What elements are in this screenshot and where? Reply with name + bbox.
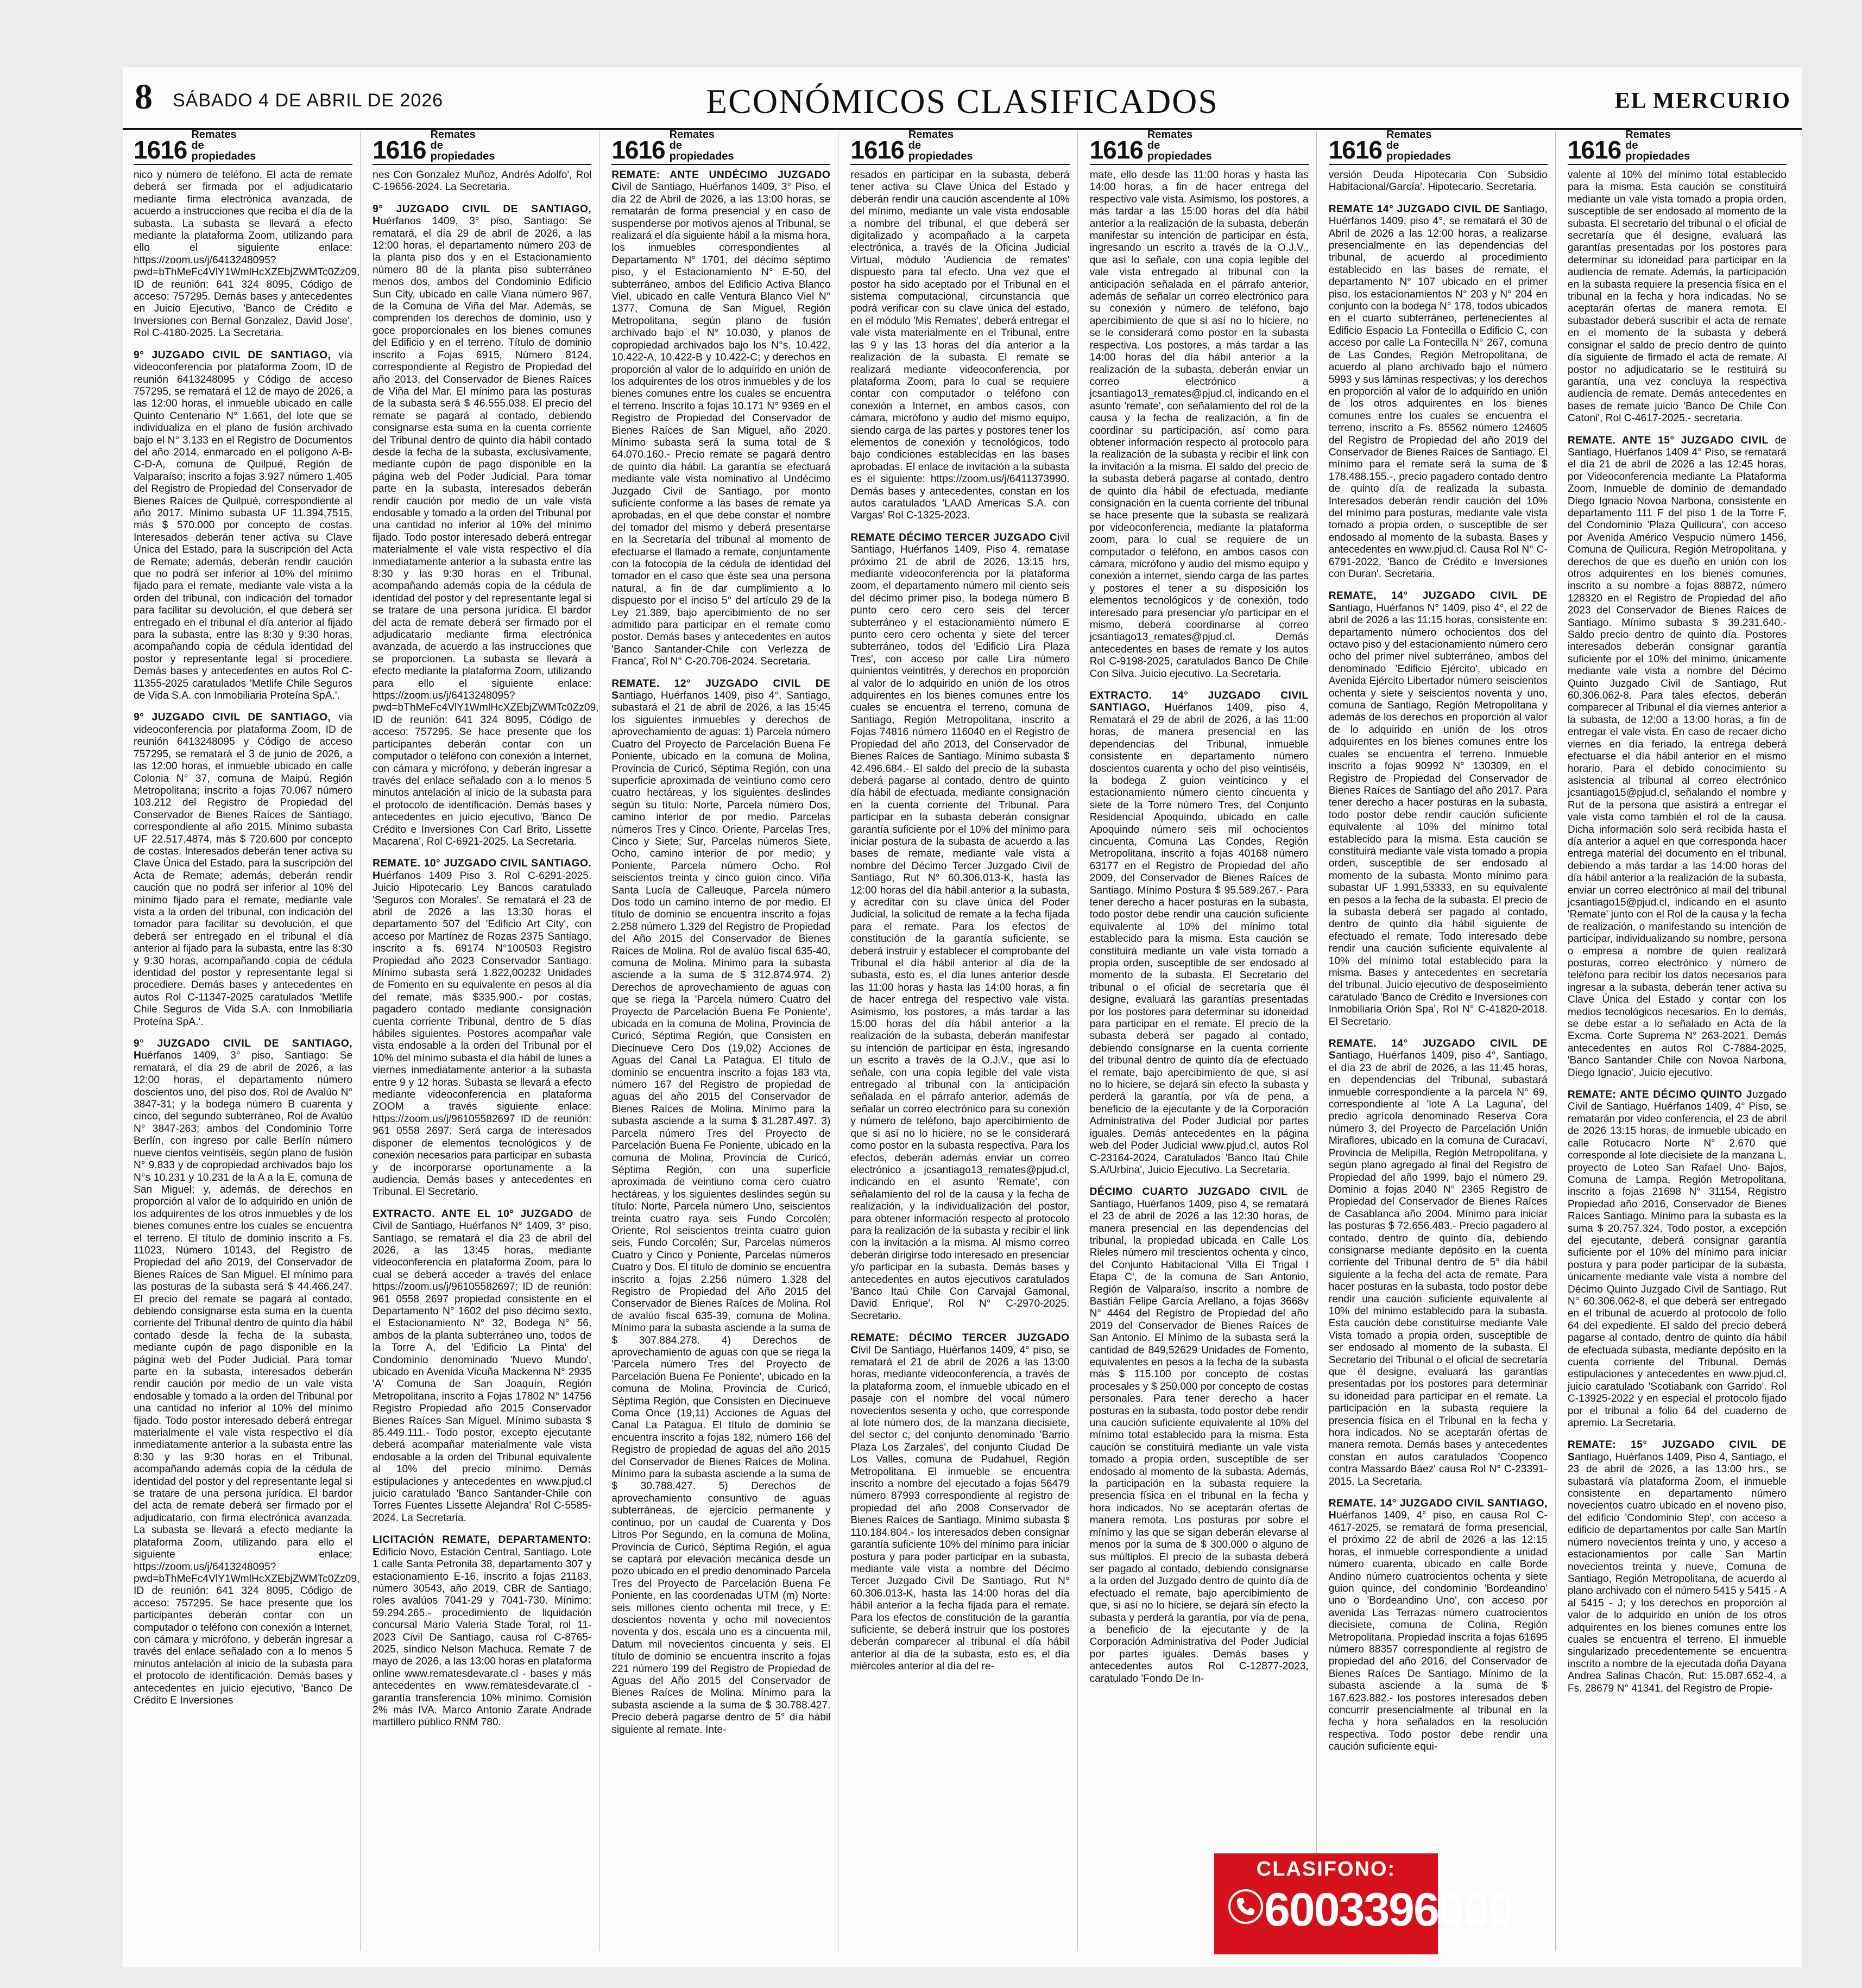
- classified-notice: REMATE. ANTE 15° JUZGADO CIVIL de Santiago, Huérfanos 1409 4° Piso, se rematará el día 21 de abril de 2026 a las 12:45 horas, por Videoconferencia mediante La Plataforma Zoom, Inmueble de dominio de demandado Diego Ignacio Novoa Narbona, consistente en departamento 111 F del piso 1 de la Torre F, del Condominio 'Plaza Quilicura', con acceso por Avenida Américo Vespucio número 1456, Comuna de Quilicura, Región Metropolitana, y derechos de que es dueño en unión con los otros adquirentes en los bienes comunes, inscrito a su nombre a fojas 88872, número 128320 en el Registro de Propiedad del año 2023 del Conservador de Bienes Raíces de Santiago. Mínimo subasta $ 39.231.640.- Saldo precio dentro de quinto día. Postores interesados deberán consignar garantía suficiente por el 10% del mínimo, únicamente mediante vale vista a nombre del Décimo Quinto Juzgado Civil de Santiago, Rut 60.306.062-8. Para tales efectos, deberán comparecer al Tribunal el día viernes anterior a la subasta, de 12:00 a 13:00 horas, a fin de entregar el vale vista. En caso de recaer dicho viernes en día feriado, la entrega deberá efectuarse el día hábil anterior en el mismo horario. Para el debido conocimiento su asistencia al tribunal al correo electrónico jcsantiago15@pjud.cl, señalando el nombre y Rut de la persona que asistirá a entregar el vale vista como también el rol de la causa. Dicha información solo será recibida hasta el día anterior a aquel en que corresponda hacer entrega material del documento en el tribunal, debiendo a más tardar a las 14:00 horas del día hábil anterior a la realización de la subasta, enviar un correo electrónico al mail del tribunal jcsantiago15@pjud.cl, indicando en el asunto 'Remate' junto con el Rol de la causa y la fecha de realización, o manifestando su intención de participar, individualizando su nombre, persona o empresa a nombre de quien realizará posturas, correo electrónico y número de teléfono para recibir los datos necesarios para ingresar a la subasta, deberán tener activa su Clave Única del Estado y contar con los medios tecnológicos necesarios. En lo demás, se debe estar a lo señalado en Acta de la Excma. Corte Suprema N° 263-2021. Demás antecedentes en autos Rol C-7884-2025, 'Banco Santander Chile con Novoa Narbona, Diego Ignacio', Juicio ejecutivo.: [1567, 434, 1787, 1079]
- classified-notice: REMATE: DÉCIMO TERCER JUZGADO Civil De Santiago, Huérfanos 1409, 4° piso, se rematará el 21 de abril de 2026 a las 13:00 horas, mediante videoconferencia, a través de la plataforma zoom, el inmueble ubicado en el pasaje con el nombre del vocal número novecientos sesenta y ocho, que corresponde al lote número dos, de la manzana diecisiete, del sector c, del conjunto denominado 'Barrio Plaza Los Zarzales', del conjunto Ciudad De Los Valles, comuna de Pudahuel, Región Metropolitana. El inmueble se encuentra inscrito a nombre del ejecutado a fojas 56479 número 87993 correspondiente al registro de propiedad del año 2008 Conservador de Bienes Raíces de Santiago. Mínimo subasta $ 110.184.804.- los interesados deben consignar garantía suficiente 10% del mínimo para iniciar postura y para poder participar en la subasta, mediante vale vista a nombre del Décimo Tercer Juzgado Civil De Santiago, Rut N° 60.306.013-K, hasta las 14:00 horas del día hábil anterior a la fecha fijada para el remate. Para los efectos de constitución de la garantía suficiente, se deberá instruir que los postores deberán comparecer al tribunal el día hábil anterior al día de la subasta, esto es, el día miércoles anterior al día del re-: [850, 1332, 1070, 1673]
- classified-column: [1090, 131, 1317, 1951]
- section-code: 1616: [373, 136, 426, 164]
- classified-columns: [134, 131, 1794, 1951]
- classified-column: [1568, 131, 1794, 1951]
- classified-notice: REMATE. 10° JUZGADO CIVIL SANTIAGO. Huérfanos 1409 Piso 3. Rol C-6291-2025. Juicio Hipotecario Ley Bancos caratulado 'Seguros con Morales'. Se rematará el 23 de abril de 2026 a las 13:30 horas el departamento 507 del 'Edificio Art City', con acceso por Martínez de Rozas 2375 Santiago, inscrito a fs. 69174 N°100503 Registro Propiedad año 2023 Conservador Santiago. Mínimo subasta será 1.822,00232 Unidades de Fomento en su equivalente en pesos al día del remate, más $335.900.- por costas, pagadero contado mediante consignación cuenta corriente Tribunal, dentro de 5 días hábiles siguientes. Postores acompañar vale vista endosable a la orden del Tribunal por el 10% del mínimo subasta el día hábil de lunes a viernes inmediatamente anterior a la subasta entre 9 y 12 horas. Subasta se llevará a efecto mediante videoconferencia en plataforma ZOOM a través siguiente enlace: https://zoom.us/j/96105582697 ID de reunión: 961 0558 2697. Será carga de interesados disponer de elementos tecnológicos y de conexión necesarios para participar en subasta y de incorporarse oportunamente a la audiencia. Demás bases y antecedentes en Tribunal. El Secretario.: [373, 858, 592, 1198]
- column-body: [373, 169, 599, 1729]
- section-code: 1616: [1567, 136, 1621, 164]
- classified-notice: REMATE DÉCIMO TERCER JUZGADO Civil Santiago, Huérfanos 1409, Piso 4, rematase próximo 21 de abril de 2026, 13:15 hrs, mediante videoconferencia por la plataforma zoom, el departamento número mil ciento seis del décimo primer piso, la bodega número B punto cero cero cero seis del tercer subterráneo y el estacionamiento número E punto cero cero ochenta y siete del tercer subterráneo, todos del 'Edificio Lira Plaza Tres', con acceso por calle Lira número quinientos veintitrés, y derechos en proporción al valor de lo adquirido en unión de los otros adquirentes en los bienes comunes entre los cuales se encuentra el terreno, comuna de Santiago, Región Metropolitana, inscrito a Fojas 74816 número 116040 en el Registro de Propiedad del año 2013, del Conservador de Bienes Raíces de Santiago. Mínimo subasta $ 42.496.684.- El saldo del precio de la subasta deberá pagarse al contado, dentro de quinto día hábil de efectuada, mediante consignación en la cuenta corriente del Tribunal. Para participar en la subasta deberán consignar garantía suficiente por el 10% del mínimo para iniciar postura de la subasta de acuerdo a las bases de remate, mediante vale vista a nombre del Décimo Tercer Juzgado Civil de Santiago, Rut N° 60.306.013-K, hasta las 12:00 horas del día hábil anterior a la subasta, y acreditar con su clave única del Poder Judicial, la solicitud de remate a la fecha fijada para el remate. Para los efectos de constitución de la garantía suficiente, se deberá instruir y establecer el comprobante del Tribunal el día hábil anterior al día de la subasta, esto es, el día lunes anterior desde las 11:00 horas y hasta las 14:00 horas, a fin de hacer entrega del respectivo vale vista. Asimismo, los postores, a más tardar a las 15:00 horas del día hábil anterior a la realización de la subasta, deberán manifestar su intención de participar en ésta, ingresando un escrito a través de la O.J.V., que así lo señale, con una copia legible del vale vista entregado al tribunal con la anticipación señalada en el párrafo anterior, además de señalar un correo electrónico para su conexión y número de teléfono, bajo apercibimiento de que si así no lo hiciere, no se le considerará como postor en la subasta respectiva. Para los efectos, deberán además enviar un correo electrónico a jcsantiago13_remates@pjud.cl, indicando en el asunto 'Remate', con señalamiento del rol de la causa y la fecha de realización, y la individualización del postor, para obtener información respecto al protocolo para la realización de la subasta y recibir el link con la invitación a la misma. Al mismo correo deberán dirigirse todo interesado en presenciar y/o participar en la subasta. Demás bases y antecedentes en autos ejecutivos caratulados 'Banco Itaú Chile Con Carvajal Gamonal, David Enrique', Rol N° C-2970-2025. Secretario.: [850, 531, 1070, 1322]
- classified-column: [134, 131, 361, 1951]
- section-label: Remates de propiedades: [669, 129, 734, 162]
- classified-notice: valente al 10% del mínimo total establecido para la misma. Esta caución se constituirá mediante un vale vista tomado a propia orden, susceptible de ser endosado al momento de la subasta. El secretario del tribunal o el oficial de secretaría que él designe, evaluará las garantías presentadas por los postores para determinar su idoneidad para participar en la audiencia de remate. Además, la participación en la subasta requiere la presencia física en el tribunal en la fecha y hora indicadas. No se aceptarán ofertas de manera remota. El subastador deberá suscribir el acta de remate en el momento de la subasta y deberá consignar el saldo de precio dentro de quinto día siguiente de firmado el acta de remate. Al postor no adjudicatario se le restituirá su garantía, una vez concluya la respectiva audiencia de remate. Demás antecedentes en bases de remate juicio 'Banco De Chile Con Catoni', Rol C-4617-2025.- secretaria.: [1567, 169, 1787, 425]
- masthead-rule: [123, 128, 1802, 130]
- column-body: [1090, 169, 1309, 1685]
- classified-notice: REMATE. 12° JUZGADO CIVIL DE Santiago, Huérfanos 1409, piso 4°, Santiago, subastará el 21 de abril de 2026, a las 15:45 los siguientes inmuebles y derechos de aprovechamiento de aguas: 1) Parcela número Cuatro del Proyecto de Parcelación Buena Fe Poniente, ubicado en la comuna de Molina, Provincia de Curicó, Séptima Región, con una superficie aproximada de veintiuno como cero cuatro hectáreas, y los siguientes deslindes según su título: Norte, Parcela número Dos, camino interior de por medio. Parcelas números Tres y Cinco. Oriente, Parcelas Tres, Cinco y Siete; Sur, Parcelas números Siete, Ocho, camino interior de por medio; y Poniente, Parcela número Ocho. Rol seiscientos treinta y cinco guion cinco. Viña Santa Lucía de Calleuque, Parcela número Dos todo un camino interno de por medio. El título de dominio se encuentra inscrito a fojas 2.258 número 1.329 del Registro de Propiedad del Año 2015 del Conservador de Bienes Raíces de Molina. Rol de avalúo fiscal 635-40, comuna de Molina. Mínimo para la subasta asciende a la suma de $ 312.874.974. 2) Derechos de aprovechamiento de aguas con que se riega la 'Parcela número Cuatro del Proyecto de Parcelación Buena Fe Poniente', ubicada en la comuna de Molina, Provincia de Curicó, Séptima Región, que Consisten en Diecinueve Cero Dos (19,02) Acciones de Aguas del Canal La Patagua. El título de dominio se encuentra inscrito a fojas 183 vta, número 167 del Registro de propiedad de aguas del año 2015 del Conservador de Bienes Raíces de Molina. Mínimo para la subasta asciende a la suma $ 31.287.497. 3) Parcela número Tres del Proyecto de Parcelación Buena Fe Poniente, ubicado en la comuna de Molina, Provincia de Curicó, Séptima Región, con una superficie aproximada de veintiuno coma cero cuatro hectáreas, y los siguientes deslindes según su título: Norte, Parcela número Uno, seiscientos treinta cuatro raya seis Fundo Corcolén; Oriente, Rol seiscientos treinta cuatro guion seis, Fundo Corcolén; Sur, Parcelas números Cuatro y Cinco y Poniente, Parcelas números Cuatro y Dos. El título de dominio se encuentra inscrito a fojas 2.256 número 1.328 del Registro de Propiedad del Año 2015 del Conservador de Bienes Raíces de Molina. Rol de avalúo fiscal 635-39, comuna de Molina. Mínimo para la subasta asciende a la suma de $ 307.884.278. 4) Derechos de aprovechamiento de aguas con que se riega la 'Parcela número Tres del Proyecto de Parcelación Buena Fe Poniente', ubicado en la comuna de Molina, Provincia de Curicó, Séptima Región, que Consisten en Diecinueve Coma Once (19,11) Acciones de Aguas del Canal La Patagua. El título de dominio se encuentra inscrito a fojas 182, número 166 del Registro de propiedad de aguas del año 2015 del Conservador de Bienes Raíces de Molina. Mínimo para la subasta asciende a la suma de $ 30.788.427. 5) Derechos de aprovechamiento consuntivo de aguas subterráneas, de ejercicio permanente y continuo, por un caudal de Cuarenta y Dos Litros Por Segundo, en la comuna de Molina, Provincia de Curicó, Séptima Región, el agua se captará por elevación mecánica desde un pozo ubicado en el predio denominado Parcela Tres del Proyecto de Parcelación Buena Fe Poniente, en las coordenadas UTM (m) Norte: seis millones ciento ochenta mil trece, y E: doscientos noventa y ocho mil novecientos noventa y dos, escala uno es a cincuenta mil, Datum mil novecientos cincuenta y seis. El título de dominio se encuentra inscrito a fojas 221 número 199 del Registro de Propiedad de Aguas del Año 2015 del Conservador de Bienes Raíces de Molina. Mínimo para la subasta asciende a la suma de $ 30.788.427. Precio deberá pagarse dentro de 5° día hábil siguiente al remate. Inte-: [611, 678, 831, 1736]
- column-section-header: [134, 131, 352, 165]
- section-label: Remates de propiedades: [1386, 129, 1451, 162]
- section-code: 1616: [134, 136, 187, 164]
- classified-column: [1329, 131, 1556, 1951]
- classified-notice: REMATE. 14° JUZGADO CIVIL DE Santiago, Huérfanos 1409, piso 4°, Santiago, el día 23 de abril de 2026, a las 11:45 horas, en dependencias del Tribunal, subastará inmueble correspondiente a la parcela N° 69, correspondiente al 'lote A La Laguna', del predio agrícola denominado Reserva Cora número 3, del Proyecto de Parcelación Unión Miraflores, ubicado en la comuna de Curacaví, Provincia de Melipilla, Región Metropolitana, y según plano agregado al final del Registro de Propiedad del año 1999, bajo el número 29. Dominio a fojas 2040 N° 2365 Registro de Propiedad del Conservador de Bienes Raíces de Casablanca año 2004. Mínimo para iniciar las posturas $ 72.656.483.- Precio pagadero al contado, dentro de quinto día, debiendo consignarse mediante depósito en la cuenta corriente del Tribunal dentro de 5° día hábil siguiente a la fecha del acta de remate. Para hacer posturas en la subasta, todo postor debe rendir una caución suficiente equivalente al 10% del mínimo establecido para la subasta. Esta caución debe constituirse mediante Vale Vista tomado a propia orden, susceptible de ser endosado al momento de la subasta. El Secretario del Tribunal o el oficial de secretaría que él designe, evaluará las garantías presentadas por los postores para determinar su idoneidad para participar en el remate. La participación en la subasta requiere la presencia física en el Tribunal en la fecha y hora indicados. No se aceptarán ofertas de manera remota. Demás bases y antecedentes constan en autos caratulados 'Coopenco contra Massardo Báez' causa Rol N° C-23391-2015. La Secretaria.: [1328, 1038, 1548, 1487]
- column-body: [134, 169, 360, 1707]
- section-title: ECONÓMICOS CLASIFICADOS: [706, 82, 1219, 121]
- classified-notice: REMATE: ANTE DÉCIMO QUINTO Juzgado Civil de Santiago, Huérfanos 1409, 4° Piso, se rematarán por video conferencia, el 23 de abril de 2026 13:15 horas, de inmueble ubicado en calle Rotucacro Norte N° 2.670 que corresponde al lote diecisiete de la manzana L, proyecto de Loteo San Rafael Uno- Bajos, Comuna de Lampa, Región Metropolitana, inscrito a fojas 21698 N° 31154, Registro Propiedad año 2016, Conservador de Bienes Raíces Santiago. Mínimo para la subasta es la suma $ 20.757.324. Todo postor, a excepción del ejecutante, deberá consignar garantía suficiente por el 10% del mínimo para iniciar postura y para poder participar de la subasta, únicamente mediante vale vista a nombre del Décimo Quinto Juzgado Civil de Santiago, Rut N° 60.306.062-8, el que deberá ser entregado en el tribunal de acuerdo al protocolo de folio 64 del expediente. El saldo del precio deberá pagarse al contado, dentro de quinto día hábil de efectuada subasta, mediante depósito en la cuenta corriente del Tribunal. Demás estipulaciones y antecedentes en www.pjud.cl, juicio caratulado 'Scotiabank con Garrido'. Rol C-13925-2022 y en especial el protocolo fijado por el tribunal a folio 64 del cuaderno de apremio. La Secretaria.: [1567, 1089, 1787, 1429]
- newspaper-brand: EL MERCURIO: [1614, 88, 1791, 113]
- classified-notice: REMATE, 14° JUZGADO CIVIL DE Santiago, Huérfanos N° 1409, piso 4°, el 22 de abril de 2026 a las 11:15 horas, consistente en: departamento número ochocientos dos del octavo piso y del estacionamiento número cero ocho del primer nivel subterráneo, ambos del denominado 'Edificio Ejército', ubicado en Avenida Ejército Libertador número seiscientos ochenta y siete y seiscientos noventa y uno, comuna de Santiago, Región Metropolitana y además de los derechos en proporción al valor de lo adquirido en unión de los otros adquirentes en los bienes comunes entre los cuales se encuentra el terreno. Inmueble inscrito a fojas 90992 N° 130309, en el Registro de Propiedad del Conservador de Bienes Raíces de Santiago del año 2017. Para tener derecho a hacer posturas en la subasta, todo postor debe rendir caución suficiente equivalente al 10% del mínimo total establecido para la misma. Esta caución se constituirá mediante vale vista tomado a propia orden, susceptible de ser endosado al momento de la subasta. Monto mínimo para subastar UF 1.991,53333, en su equivalente en pesos a la fecha de la subasta. El precio de la subasta deberá ser pagado al contado, dentro de quinto día hábil siguiente de efectuado el remate. Todo interesado debe rendir una caución suficiente equivalente al 10% del mínimo total establecido para la misma. Bases y antecedentes en secretaría del tribunal. Juicio ejecutivo de desposeimiento caratulado 'Banco de Crédito e Inversiones con Inmobiliaria Orión Spa', Rol N° C-41820-2018. El Secretario.: [1328, 590, 1548, 1028]
- classified-notice: REMATE: ANTE UNDÉCIMO JUZGADO Civil de Santiago, Huérfanos 1409, 3° Piso, el día 22 de Abril de 2026, a las 13:00 horas, se rematarán de forma presencial y en caso de suspenderse por motivos ajenos al Tribunal, se realizará el día siguiente hábil a la misma hora, los inmuebles correspondientes al Departamento N° 1701, del décimo séptimo piso, y el Estacionamiento N° E-50, del subterráneo, ambos del Edificio Activa Blanco Viel, ubicado en calle Ventura Blanco Viel N° 1377, Comuna de San Miguel, Región Metropolitana, según plano de fusión archivado bajo el N° 10.030, y planos de copropiedad archivados bajo los N°s. 10.422, 10.422-A, 10.422-B y 10.422-C; y derechos en proporción al valor de lo adquirido en unión de los adquirentes de los otros inmuebles y de los bienes comunes entre los cuales se encuentra el terreno. Inscrito a fojas 10.171 N° 9369 en el Registro de Propiedad del Conservador de Bienes Raíces de San Miguel, año 2020. Mínimo subasta será la suma total de $ 64.070.160.- Precio remate se pagará dentro de quinto día hábil. La garantía se efectuará mediante vale vista nominativo al Undécimo Juzgado Civil de Santiago, por monto suficiente conforme a las bases de remate ya aprobadas, en el que debe constar el nombre del tomador del mismo y deberá presentarse en la Secretaría del tribunal al momento de efectuarse el llamado a remate, conjuntamente con la fotocopia de la cédula de identidad del tomador en el caso que éste sea una persona natural, a fin de dar cumplimiento a lo dispuesto por el inciso 5° del artículo 29 de la Ley 21.389, bajo apercibimiento de no ser admitido para participar en el remate como postor. Demás bases y antecedentes en autos 'Banco Santander-Chile con Verlezza de Franca', Rol N° C-20.706-2024. Secretaria.: [611, 169, 831, 668]
- column-body: [850, 169, 1069, 1673]
- column-section-header: [373, 131, 591, 165]
- classified-notice: resados en participar en la subasta, deberá tener activa su Clave Única del Estado y deberán rendir una caución ascendente al 10% del mínimo, mediante un vale vista endosable a nombre del tribunal, el que deberá ser digitalizado y acompañado a la carpeta electrónica, a través de la Oficina Judicial Virtual, módulo 'Audiencia de remates' dispuesto para tal efecto. Una vez que el postor ha sido aceptado por el Tribunal en el sistema computacional, circunstancia que podrá verificar con su clave única del estado, en el módulo 'Mis Remates', deberá entregar el vale vista materialmente en el Tribunal, entre las 9 y las 13 horas del día anterior a la realización de la subasta. El remate se realizará mediante videoconferencia, por plataforma Zoom, para lo cual se requiere contar con computador o teléfono con conexión a Internet, en ambos casos, con cámara, micrófono y audio del mismo equipo, siendo carga de las partes y postores tener los elementos de conexión y tecnológicos, todo bajo condiciones establecidas en las bases aprobadas. El enlace de invitación a la subasta es el siguiente: https://zoom.us/j/6411373990. Demás bases y antecedentes, constan en los autos caratulados 'LAAD Americas S.A. con Vargas' Rol C-1325-2023.: [850, 169, 1070, 522]
- page-number: 8: [135, 77, 153, 117]
- clasifono-label: CLASIFONO:: [1256, 1858, 1396, 1881]
- section-code: 1616: [1089, 136, 1143, 164]
- column-section-header: [1090, 131, 1309, 165]
- column-section-header: [850, 131, 1069, 165]
- classified-notice: nes Con Gonzalez Muñoz, Andrés Adolfo', Rol C-19656-2024. La Secretaria.: [373, 169, 592, 193]
- classified-notice: versión Deuda Hipotecaria Con Subsidio Habitacional/García'. Hipotecario. Secretaria.: [1328, 169, 1548, 193]
- page-date: SÁBADO 4 DE ABRIL DE 2026: [173, 90, 444, 111]
- section-code: 1616: [850, 136, 904, 164]
- classified-column: [850, 131, 1077, 1951]
- classified-notice: REMATE 14° JUZGADO CIVIL DE Santiago, Huérfanos 1409, piso 4°, se rematará el 30 de Abril de 2026 a las 12:00 horas, a realizarse presencialmente en las dependencias del tribunal, de acuerdo al procedimiento establecido en las bases de remate, el departamento N° 107 ubicado en el primer piso, los estacionamientos N° 203 y N° 204 en conjunto con la bodega N° 178, todos ubicados en el cuarto subterráneo, pertenecientes al Edificio Espacio La Fontecilla o Edificio C, con acceso por calle La Fontecilla N° 267, comuna de Las Condes, Región Metropolitana, de acuerdo al plano archivado bajo el número 5993 y sus láminas respectivas; y los derechos en proporción al valor de lo adquirido en unión de los otros adquirentes en los bienes comunes entre los cuales se encuentra el terreno, inscrito a Fs. 85562 número 124605 del Registro de Propiedad del año 2019 del Conservador de Bienes Raíces de Santiago. El mínimo para el remate será la suma de $ 178.488.155.-, precio pagadero contado dentro de quinto día de realizada la subasta. Interesados deberán rendir caución del 10% del mínimo para posturas, mediante vale vista tomado a propia orden, o susceptible de ser endosado al momento de la subasta. Bases y antecedentes en www.pjud.cl. Causa Rol N° C-6791-2022, 'Banco de Crédito e Inversiones con Duran'. Secretaria.: [1328, 203, 1548, 580]
- classified-notice: 9° JUZGADO CIVIL DE SANTIAGO, Huérfanos 1409, 3° piso, Santiago: Se rematará, el día 29 de abril de 2026, a las 12:00 horas, el departamento número doscientos uno, del piso dos, Rol de Avalúo N° 3847-31; y la bodega número B cuarenta y cinco, del segundo subterráneo, Rol de Avalúo N° 3847-263; ambos del Condominio Torre Berlín, con ingreso por calle Berlín número nueve cientos veintiséis, según plano de fusión N° 9.833 y de copropiedad archivados bajo los N°s 10.231 y 10.231 de la A a la E, comuna de San Miguel; y, además, de derechos en proporción al valor de lo adquirido en unión de los adquirentes de los otros inmuebles y de los bienes comunes entre los cuales se encuentra el terreno. El título de dominio inscrito a Fs. 11023, Número 10143, del Registro de Propiedad del año 2019, del Conservador de Bienes Raíces de San Miguel. El mínimo para las posturas de la subasta será $ 44.466.247. El precio del remate se pagará al contado, debiendo consignarse esta suma en la cuenta corriente del Tribunal dentro de quinto día hábil contado desde la fecha de la subasta, mediante cupón de pago disponible en la página web del Poder Judicial. Para tomar parte en la subasta, interesados deberán rendir caución por medio de un vale vista endosable y tomado a la orden del Tribunal por una cantidad no inferior al 10% del mínimo fijado. Todo postor interesado deberá entregar materialmente el vale vista respectivo el día inmediatamente anterior a la subasta entre las 8:30 y las 9:30 horas en el Tribunal, acompañando además copia de la cédula de identidad del postor y del representante legal si se tratare de una persona jurídica. El bardor del acta de remate deberá ser firmado por el adjudicatario, con firma electrónica avanzada. La subasta se llevará a efecto mediante la plataforma Zoom, utilizando para ello el siguiente enlace: https://zoom.us/j/6413248095?pwd=bThMeFc4VlY1WmlHcXZEbjZWMTc0Zz09, ID de reunión: 641 324 8095, Código de acceso: 757295. Se hace presente que los participantes deberán contar con un computador o teléfono con conexión a Internet, con cámara y micrófono, y deberán ingresar a través del enlace señalado con a lo menos 5 minutos antelación al inicio de la subasta para el protocolo de identificación. Demás bases y antecedentes en juicio ejecutivo, 'Banco De Crédito E Inversiones: [134, 1038, 360, 1706]
- classified-notice: LICITACIÓN REMATE, DEPARTAMENTO: Edificio Novo, Estación Central, Santiago. Lote 1 calle Santa Petronila 38, departamento 307 y estacionamiento E-16, inscrito a fojas 21183, número 30543, año 2019, CBR de Santiago, roles avalúos 7041-29 y 7041-730. Mínimo: 59.294.265.- procedimiento de liquidación concursal Mario Valeria Stade Toral, rol 11-2023 Civil De Santiago, causa rol C-8765-2025, síndico Nelson Machuca. Remate 7 de mayo de 2026, a las 13:00 horas en plataforma online www.rematesdevarate.cl - bases y más antecedentes en www.rematesdevarate.cl - garantía transferencia 10% mínimo. Comisión 2% más IVA. Marco Antonio Zarate Andrade martillero público RNM 780.: [373, 1534, 592, 1729]
- section-label: Remates de propiedades: [908, 129, 973, 162]
- classified-notice: REMATE. 14° JUZGADO CIVIL SANTIAGO, Huérfanos 1409, 4° piso, en causa Rol C-4617-2025, se rematará de forma presencial, el próximo 22 de abril de 2026 a las 12:15 horas, el inmueble correspondiente a unidad número cuarenta, ubicado en calle Borde Andino número cuatrocientos ochenta y siete guion quince, del condominio 'Bordeandino' uno o 'Bordeandino Uno', con acceso por avenida Las Terrazas número cuatrocientos diecisiete, comuna de Colina, Región Metropolitana. Propiedad inscrita a fojas 61695 número 88357 correspondiente al registro de propiedad del año 2016, del Conservador de Bienes Raíces De Santiago. Mínimo de la subasta asciende a la suma de $ 167.623.882.- los postores interesados deben concurrir presencialmente al tribunal en la fecha y hora señalados en la resolución respectiva. Todo postor debe rendir una caución suficiente equi-: [1328, 1498, 1548, 1753]
- section-label: Remates de propiedades: [1625, 129, 1690, 162]
- classified-notice: 9° JUZGADO CIVIL DE SANTIAGO, Huérfanos 1409, 3° piso, Santiago: Se rematará, el día 29 de abril de 2026, a las 12:00 horas, el departamento número 203 de la planta piso dos y en el Estacionamiento número 80 de la planta piso subterráneo menos dos, ambos del Condominio Edificio Sun City, ubicado en calle Viana número 967, de la Comuna de Viña del Mar. Además, se comprenden los derechos de dominio, uso y goce proporcionales en los bienes comunes del Edificio y en el terreno. Título de dominio inscrito a Fojas 6915, Número 8124, correspondiente al Registro de Propiedad del año 2013, del Conservador de Bienes Raíces de Viña del Mar. El mínimo para las posturas de la subasta será $ 46.555.038. El precio del remate se pagará al contado, debiendo consignarse esta suma en la cuenta corriente del Tribunal dentro de quinto día hábil contado desde la fecha de la subasta, exclusivamente, mediante cupón de pago disponible en la página web del Poder Judicial. Para tomar parte en la subasta, interesados deberán rendir caución por medio de un vale vista endosable y tomado a la orden del Tribunal por una cantidad no inferior al 10% del mínimo fijado. Todo postor interesado deberá entregar materialmente el vale vista respectivo el día inmediatamente anterior a la subasta entre las 8:30 y las 9:30 horas en el Tribunal, acompañando además copia de la cédula de identidad del postor y del representante legal si se tratare de una persona jurídica. El bardor del acta de remate deberá ser firmado por el adjudicatario mediante firma electrónica avanzada, de acuerdo a las instrucciones que se proporcionen. La subasta se llevará a efecto mediante la plataforma Zoom, utilizando para ello el siguiente enlace: https://zoom.us/j/6413248095?pwd=bThMeFc4VlY1WmlHcXZEbjZWMTc0Zz09, ID de reunión: 641 324 8095, Código de acceso: 757295. Se hace presente que los participantes deberán contar con un computador o teléfono con conexión a Internet, con cámara y micrófono, y deberán ingresar a través del enlace señalado con a lo menos 5 minutos antelación al inicio de la subasta para el protocolo de identificación. Demás bases y antecedentes en juicio ejecutivo, 'Banco De Crédito e Inversiones Con Carl Brito, Lissette Macarena', Rol C-6921-2025. La Secretaria.: [373, 203, 599, 847]
- classified-notice: REMATE: 15° JUZGADO CIVIL DE Santiago, Huérfanos 1409, Piso 4, Santiago, el 23 de abril de 2026, a las 13:00 hrs., se subastará vía plataforma Zoom, el inmueble consistente en departamento número novecientos cuatro ubicado en el noveno piso, del edificio 'Condominio Step', con acceso a edificio de departamentos por calle San Martín número novecientos treinta y uno, y acceso a estacionamientos por calle San Martín novecientos treinta y nueve, Comuna de Santiago, Región Metropolitana, de acuerdo al plano archivado con el número 5415 y 5415 - A al 5415 - J; y los derechos en proporción al valor de lo adquirido en unión de los otros adquirentes en los bienes comunes entre los cuales se encuentra el terreno. El inmueble singularizado precedentemente se encuentra inscrito a nombre de la ejecutada doña Dayana Andrea Salinas Chacón, Rut: 15.087.652-4, a Fs. 28679 N° 41341, del Registro de Propie-: [1567, 1439, 1787, 1694]
- classified-column: [611, 131, 838, 1951]
- column-section-header: [1568, 131, 1787, 165]
- column-body: [1329, 169, 1548, 1753]
- classified-notice: 9° JUZGADO CIVIL DE SANTIAGO, vía videoconferencia por plataforma Zoom, ID de reunión 6413248095 y Código de acceso 757295, se rematará el 12 de mayo de 2026, a las 12:00 horas, el inmueble ubicado en calle Quinto Centenario N° 1.661, del lote que se individualiza en el plano de fusión archivado bajo el N° 3.133 en el Registro de Documentos del año 2014, enmarcado en el polígono A-B-C-D-A, comuna de Quilpué, Región de Valparaíso; inscrito a fojas 3.927 número 1.405 del Registro de Propiedad del Conservador de Bienes Raíces de Quilpué, correspondiente al año 2017. Mínimo subasta UF 11.394,7515, más $ 570.000 por concepto de costas. Interesados deberán tener activa su Clave Única del Estado, para la suscripción del Acta de Remate; además, deberán rendir caución que no podrá ser inferior al 10% del mínimo fijado para el remate, mediante vale vista a la orden del tribunal, con indicación del tomador para facilitar su devolución, el que deberá ser entregado en el tribunal el día anterior al fijado para la subasta, entre las 8:30 y 9:30 horas, acompañando copia de cédula identidad del postor y representante legal si procediere. Demás bases y antecedentes en autos Rol C-11355-2025 caratulados 'Metlife Chile Seguros de Vida S.A. con Inmobiliaria Proteína SpA.'.: [134, 349, 353, 702]
- section-label: Remates de propiedades: [430, 129, 495, 162]
- phone-icon: [1228, 1889, 1263, 1924]
- masthead: [123, 74, 1802, 128]
- section-label: Remates de propiedades: [191, 129, 256, 162]
- classified-notice: nico y número de teléfono. El acta de remate deberá ser firmada por el adjudicatario mediante firma electrónica avanzada, de acuerdo a instrucciones que reciba el día de la subasta. La subasta se llevará a efecto mediante la plataforma Zoom, utilizando para ello el siguiente enlace: https://zoom.us/j/6413248095?pwd=bThMeFc4VlY1WmlHcXZEbjZWMTc0Zz09, ID de reunión: 641 324 8095, Código de acceso: 757295. Demás bases y antecedentes en Juicio Ejecutivo, 'Banco de Crédito e Inversiones con Bernal Gonzalez, David Jose', Rol C-4180-2025. La Secretaria.: [134, 169, 360, 339]
- column-body: [1568, 169, 1787, 1695]
- classified-notice: mate, ello desde las 11:00 horas y hasta las 14:00 horas, a fin de hacer entrega del respectivo vale vista. Asimismo, los postores, a más tardar a las 15:00 horas del día hábil anterior a la realización de la subasta, deberán manifestar su intención de participar en ésta, ingresando un escrito a través de la O.J.V., que así lo señale, con una copia legible del vale vista entregado al tribunal con la anticipación señalada en el párrafo anterior, además de señalar un correo electrónico para su conexión y número de teléfono, bajo apercibimiento de que si así no lo hiciere, no se le considerará como postor en la subasta respectiva. Los postores, a más tardar a las 14:00 horas del día hábil anterior a la realización de la subasta, deberán enviar un correo electrónico a jcsantiago13_remates@pjud.cl, indicando en el asunto 'remate', con señalamiento del rol de la causa y la fecha de realización, a fin de coordinar su participación, así como para obtener información respecto al protocolo para la realización de la subasta y recibir el link con la invitación a la misma. El saldo del precio de la subasta deberá pagarse al contado, dentro de quinto día hábil de efectuada, mediante consignación en la cuenta corriente del tribunal se hace presente que la subasta se realizará por videoconferencia, mediante la plataforma zoom, para lo cual se requiere de un computador o teléfono, en ambos casos con cámara, micrófono y audio del mismo equipo y conexión a internet, siendo carga de las partes y postores el tener a su disposición los elementos tecnológicos y de conexión, todo interesado para presenciar y/o participar en el mismo, deberá coordinarse al correo jcsantiago13_remates@pjud.cl. Demás antecedentes en bases de remate y los autos Rol C-9198-2025, caratulados Banco De Chile Con Silva. Juicio ejecutivo. La Secretaria.: [1089, 169, 1309, 680]
- column-section-header: [611, 131, 830, 165]
- classified-notice: 9° JUZGADO CIVIL DE SANTIAGO, vía videoconferencia por plataforma Zoom, ID de reunión 6413248095 y Código de acceso 757295, se rematará el 3 de junio de 2026, a las 12:00 horas, el inmueble ubicado en calle Colonia N° 37, comuna de Maipú, Región Metropolitana; inscrito a fojas 70.067 número 103.212 del Registro de Propiedad del Conservador de Bienes Raíces de Santiago, correspondiente al año 2015. Mínimo subasta UF 22.517,4874, más $ 720.600 por concepto de costas. Interesados deberán tener activa su Clave Única del Estado, para la suscripción del Acta de Remate; además, deberán rendir caución que no podrá ser inferior al 10% del mínimo fijado para el remate, mediante vale vista a la orden del tribunal, con indicación del tomador para facilitar su devolución, el que deberá ser entregado en el tribunal el día anterior al fijado para la subasta, entre las 8:30 y 9:30 horas, acompañando copia de cédula identidad del postor y representante legal si procediere. Demás bases y antecedentes en autos Rol C-11347-2025 caratulados 'Metlife Chile Seguros de Vida S.A. con Inmobiliaria Proteína SpA.'.: [134, 712, 353, 1028]
- classified-notice: DÉCIMO CUARTO JUZGADO CIVIL de Santiago, Huérfanos 1409, piso 4, se rematará el 23 de abril de 2026 a las 12:30 horas, de manera presencial en las dependencias del tribunal, la propiedad ubicada en Calle Los Rieles número mil trescientos ochenta y cinco, del Conjunto Habitacional 'Villa El Trigal I Etapa C', de la comuna de San Antonio, Región de Valparaíso, inscrito a nombre de Bastián Felipe García Arellano, a fojas 3668v N° 4464 del Registro de Propiedad del año 2019 del Conservador de Bienes Raíces de San Antonio. El Mínimo de la subasta será la cantidad de 849,52629 Unidades de Fomento, equivalentes en pesos a la fecha de la subasta más $ 115.100 por concepto de costas procesales y $ 250.000 por concepto de costas personales. Para tener derecho a hacer posturas en la subasta, todo postor debe rendir una caución suficiente equivalente al 10% del mínimo total establecido para la misma. Esta caución se constituirá mediante un vale vista tomado a propia orden, susceptible de ser endosado al momento de la subasta. Además, la participación en la subasta requiere la presencia física en el tribunal en la fecha y hora indicados. No se aceptarán ofertas de manera remota. Los posturas por sobre el mínimo y las que se sigan deberán elevarse al menos por la suma de $ 300.000 o alguno de sus múltiplos. El precio de la subasta deberá ser pagado al contado, debiendo consignarse a la orden del Juzgado dentro de quinto día de efectuado el remate, bajo apercibimiento de que, si así no lo hiciere, se dejará sin efecto la subasta y perderá la garantía, por vía de pena, a beneficio de la ejecutante y de la Corporación Administrativa del Poder Judicial por partes iguales. Demás bases y antecedentes autos Rol C-12877-2023, caratulado 'Fondo De In-: [1089, 1186, 1309, 1685]
- section-code: 1616: [1328, 136, 1383, 164]
- section-label: Remates de propiedades: [1147, 129, 1212, 162]
- clasifono-ad: [1214, 1853, 1513, 1954]
- classified-column: [373, 131, 599, 1951]
- column-section-header: [1329, 131, 1548, 165]
- clasifono-number: 6003396000: [1264, 1884, 1513, 1936]
- column-body: [611, 169, 830, 1736]
- classified-notice: EXTRACTO. ANTE EL 10° JUZGADO de Civil de Santiago, Huérfanos N° 1409, 3° piso, Santiago, se rematará el día 23 de abril del 2026, a las 13:45 horas, mediante videoconferencia en plataforma Zoom, para lo cual se deberá acceder a través del enlace https://zoom.us/j/96105582697; ID de reunión: 961 0558 2697 propiedad consistente en el Departamento N° 1602 del piso décimo sexto, el Estacionamiento N° 32, Bodega N° 56, ambos de la planta subterráneo uno, todos de la Torre A, del 'Edificio La Pinta' del Condominio denominado 'Nuevo Mundo', ubicado en Avenida Vicuña Mackenna N° 2935 'A' Comuna de San Joaquín, Región Metropolitana, inscrito a Fojas 17802 N° 14756 Registro Propiedad año 2015 Conservador Bienes Raíces San Miguel. Mínimo subasta $ 85.449.111.- Todo postor, excepto ejecutante deberá acompañar materialmente vale vista endosable a la orden del Tribunal equivalente al 10% del precio mínimo. Demás estipulaciones y antecedentes en www.pjud.cl juicio caratulado 'Banco Santander-Chile con Torres Fuentes Lissette Alejandra' Rol C-5585-2024. La Secretaria.: [373, 1208, 592, 1524]
- newspaper-page: [123, 67, 1802, 1967]
- classified-notice: EXTRACTO. 14° JUZGADO CIVIL SANTIAGO, Huérfanos 1409, piso 4, Rematará el 29 de abril de 2026, a las 11:00 horas, de manera presencial en las dependencias del Tribunal, inmueble consistente en departamento número doscientos cuarenta y ocho del piso veintiséis, la bodega Z guion veinticinco y el estacionamiento número ciento cincuenta y siete de la Torre número Tres, del Conjunto Residencial Apoquindo, ubicado en calle Apoquindo número seis mil ochocientos cincuenta, Comuna Las Condes, Región Metropolitana, inscrito a fojas 40168 número 63177 en el Registro de Propiedad del año 2009, del Conservador de Bienes Raíces de Santiago. Mínimo Postura $ 95.589.267.- Para tener derecho a hacer posturas en la subasta, todo postor debe rendir una caución suficiente equivalente al 10% del mínimo total establecido para la misma. Esta caución se constituirá mediante un vale vista tomado a propia orden, susceptible de ser endosado al momento de la subasta. El Secretario del tribunal o el oficial de secretaría que él designe, evaluará las garantías presentadas por los postores para determinar su idoneidad para participar en el remate. El precio de la subasta deberá ser pagado al contado, debiendo consignarse en la cuenta corriente del tribunal dentro de quinto día de efectuado el remate, bajo apercibimiento de que, si así no lo hiciere, se dejará sin efecto la subasta y perderá la garantía, por vía de pena, a beneficio de la ejecutante y de la Corporación Administrativa del Poder Judicial por partes iguales. Demás antecedentes en la página web del Poder Judicial www.pjud.cl, autos Rol C-23164-2024, Caratulados 'Banco Itaú Chile S.A/Urbina', Juicio Ejecutivo. La Secretaria.: [1089, 690, 1309, 1176]
- section-code: 1616: [611, 136, 665, 164]
